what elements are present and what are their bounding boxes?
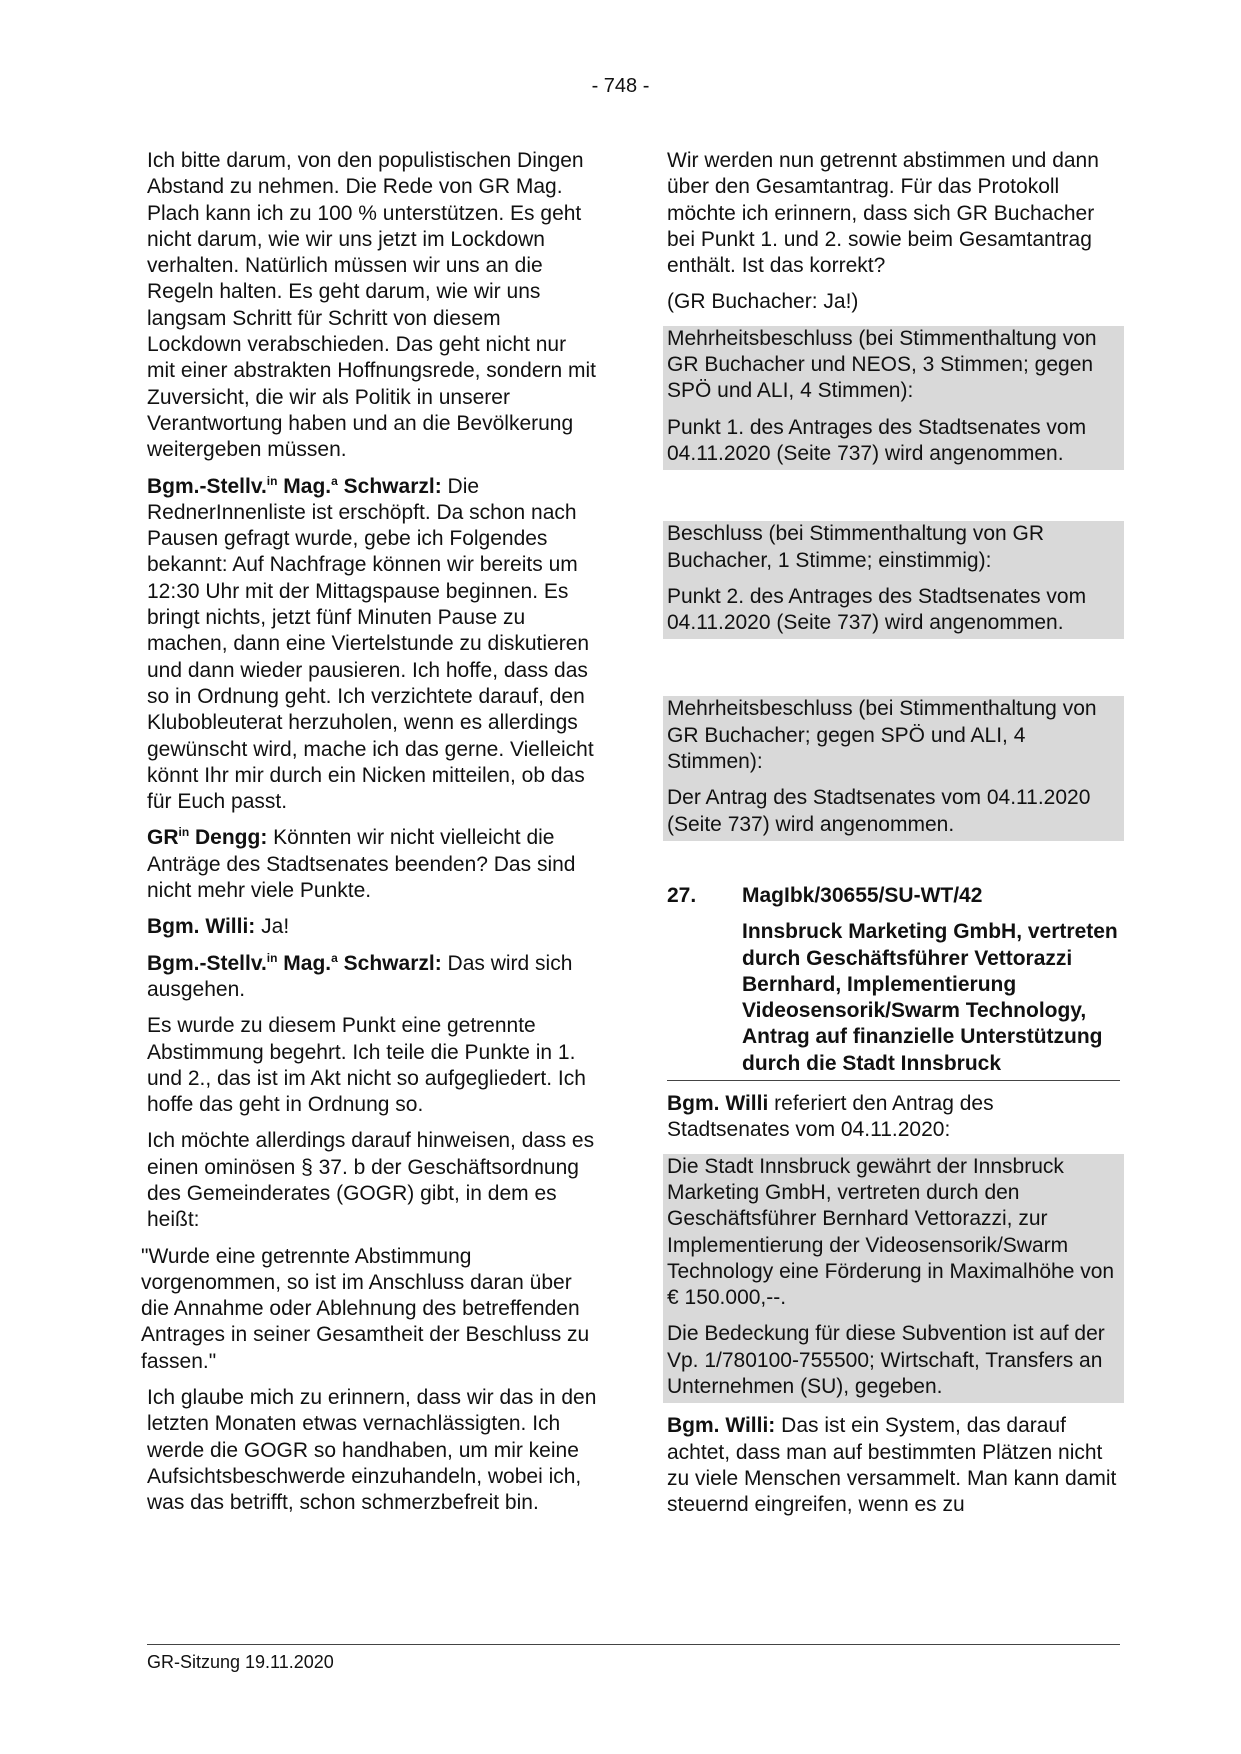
resolution-text: Der Antrag des Stadtsenates vom 04.11.2020 (Seite 737) wird angenommen. bbox=[667, 786, 1091, 836]
page-number: - 748 - bbox=[591, 75, 650, 97]
speaker-name: Bgm.-Stellv.$^{in}$ Mag.$^a$ Schwarzl: bbox=[147, 950, 442, 975]
motion-funding: Die Bedeckung für diese Subvention ist auf der Vp. 1/780100-755500; Wirtschaft, Transfers an Unternehmen (SU), gegeben. bbox=[667, 1322, 1105, 1398]
speech-dengg: $GR^{in}$ Dengg: Könnten wir nicht vielleicht die Anträge des Stadtsenates beenden? Das sind nicht mehr viele Punkte. bbox=[147, 825, 576, 903]
speech-schwarzl-1: Bgm.-Stellv.$^{in}$ Mag.$^a$ Schwarzl: Die RednerInnenliste ist erschöpft. Da schon nach Pausen gefragt wurde, gebe ich Folgendes bekannt: Auf Nachfrage können wir bereits um 12:30 Uhr mit der Mittagspause beginnen. Es bringt nichts, jetzt fünf Minuten Pause zu machen, dann eine Viertelstunde zu diskutieren und dann wieder pausieren. Ich hoffe, dass das so in Ordnung geht. Ich verzichtete darauf, den Klubobleuterat herzuholen, wenn es allerdings gewünscht wird, mache ich das gerne. Vielleicht könnt Ihr mir durch ein Nicken mitteilen, ob das für Euch passt. bbox=[147, 473, 594, 814]
resolution-box-2 bbox=[663, 521, 1124, 639]
agenda-item-title: Innsbruck Marketing GmbH, vertreten durch Geschäftsführer Vettorazzi Bernhard, Implementierung Videosensorik/Swarm Technology, Antrag auf finanzielle Unterstützung durch die Stadt Innsbruck bbox=[742, 920, 1118, 1075]
quote: "Wurde eine getrennte Abstimmung vorgenommen, so ist im Anschluss daran über die Annahme oder Ablehnung des betreffenden Antrages in seiner Gesamtheit der Beschluss zu fassen." bbox=[141, 1244, 590, 1373]
resolution-box-1 bbox=[663, 326, 1124, 470]
right-column bbox=[667, 148, 1120, 1528]
interjection: (GR Buchacher: Ja!) bbox=[667, 290, 859, 314]
paragraph: Wir werden nun getrennt abstimmen und dann über den Gesamtantrag. Für das Protokoll möchte ich erinnern, dass sich GR Buchacher bei Punkt 1. und 2. sowie beim Gesamtantrag enthält. Ist das korrekt? bbox=[667, 149, 1099, 278]
motion-text: Die Stadt Innsbruck gewährt der Innsbruck Marketing GmbH, vertreten durch den Geschäftsführer Bernhard Vettorazzi, zur Implementierung der Videosensorik/Swarm Technology eine Förderung in Maximalhöhe von € 150.000,--. bbox=[667, 1154, 1115, 1310]
speech-willi: Bgm. Willi: Ja! bbox=[147, 915, 290, 939]
speaker-name: Bgm. Willi: bbox=[147, 915, 256, 939]
speaker-name: Bgm. Willi: bbox=[667, 1414, 776, 1438]
motion-box bbox=[663, 1154, 1124, 1404]
agenda-item-number: 27. bbox=[667, 883, 697, 907]
divider bbox=[667, 1080, 1120, 1081]
agenda-item-heading bbox=[667, 883, 1120, 909]
resolution-text: Punkt 2. des Antrages des Stadtsenates vom 04.11.2020 (Seite 737) wird angenommen. bbox=[667, 584, 1087, 635]
speech-willi-2: Bgm. Willi: Das ist ein System, das darauf achtet, dass man auf bestimmten Plätzen nicht zu viele Menschen versammelt. Man kann damit steuernd eingreifen, wenn es zu bbox=[667, 1414, 1117, 1517]
resolution-text: Punkt 1. des Antrages des Stadtsenates vom 04.11.2020 (Seite 737) wird angenommen. bbox=[667, 415, 1087, 465]
paragraph: Ich glaube mich zu erinnern, dass wir das in den letzten Monaten etwas vernachlässigten. Ich werde die GOGR so handhaben, um mir keine Aufsichtsbeschwerde einzuhandeln, wobei ich, was das betrifft, schon schmerzbefreit bin. bbox=[147, 1386, 597, 1515]
speaker-name: Bgm.-Stellv.$^{in}$ Mag.$^a$ Schwarzl: bbox=[147, 473, 442, 498]
footer bbox=[147, 1644, 1120, 1673]
resolution-heading: Beschluss (bei Stimmenthaltung von GR Buchacher, 1 Stimme; einstimmig): bbox=[667, 522, 1045, 572]
paragraph: Ich bitte darum, von den populistischen Dingen Abstand zu nehmen. Die Rede von GR Mag. Plach kann ich zu 100 % unterstützen. Es geht nicht darum, wie wir uns jetzt im Lockdown verhalten. Natürlich müssen wir uns an die Regeln halten. Es geht darum, wie wir uns langsam Schritt für Schritt von diesem Lockdown verabschieden. Das geht nicht nur mit einer abstrakten Hoffnungsrede, sondern mit Zuversicht, die wir als Politik in unserer Verantwortung haben und an die Bevölkerung weitergeben müssen. bbox=[147, 149, 597, 462]
left-column bbox=[141, 148, 598, 1527]
paragraph: Es wurde zu diesem Punkt eine getrennte Abstimmung begehrt. Ich teile die Punkte in 1. und 2., das ist im Akt nicht so aufgegliedert. Ich hoffe das geht in Ordnung so. bbox=[147, 1014, 586, 1117]
resolution-heading: Mehrheitsbeschluss (bei Stimmenthaltung von GR Buchacher und NEOS, 3 Stimmen; gegen SPÖ und ALI, 4 Stimmen): bbox=[667, 326, 1097, 403]
speaker-name: Bgm. Willi bbox=[667, 1092, 769, 1116]
paragraph: Ich möchte allerdings darauf hinweisen, dass es einen ominösen § 37. b der Geschäftsordnung des Gemeinderates (GOGR) gibt, in dem es heißt: bbox=[147, 1129, 595, 1232]
footer-session-date: GR-Sitzung 19.11.2020 bbox=[147, 1652, 334, 1672]
speech-schwarzl-2: Bgm.-Stellv.$^{in}$ Mag.$^a$ Schwarzl: Das wird sich ausgehen. bbox=[147, 950, 573, 1001]
resolution-box-3 bbox=[663, 696, 1124, 840]
agenda-item-reference: MagIbk/30655/SU-WT/42 bbox=[742, 883, 983, 907]
resolution-heading: Mehrheitsbeschluss (bei Stimmenthaltung von GR Buchacher; gegen SPÖ und ALI, 4 Stimmen): bbox=[667, 697, 1097, 774]
speech-willi-ref: Bgm. Willi referiert den Antrag des Stadtsenates vom 04.11.2020: bbox=[667, 1092, 994, 1142]
speaker-name: $GR^{in}$ Dengg: bbox=[147, 825, 268, 850]
